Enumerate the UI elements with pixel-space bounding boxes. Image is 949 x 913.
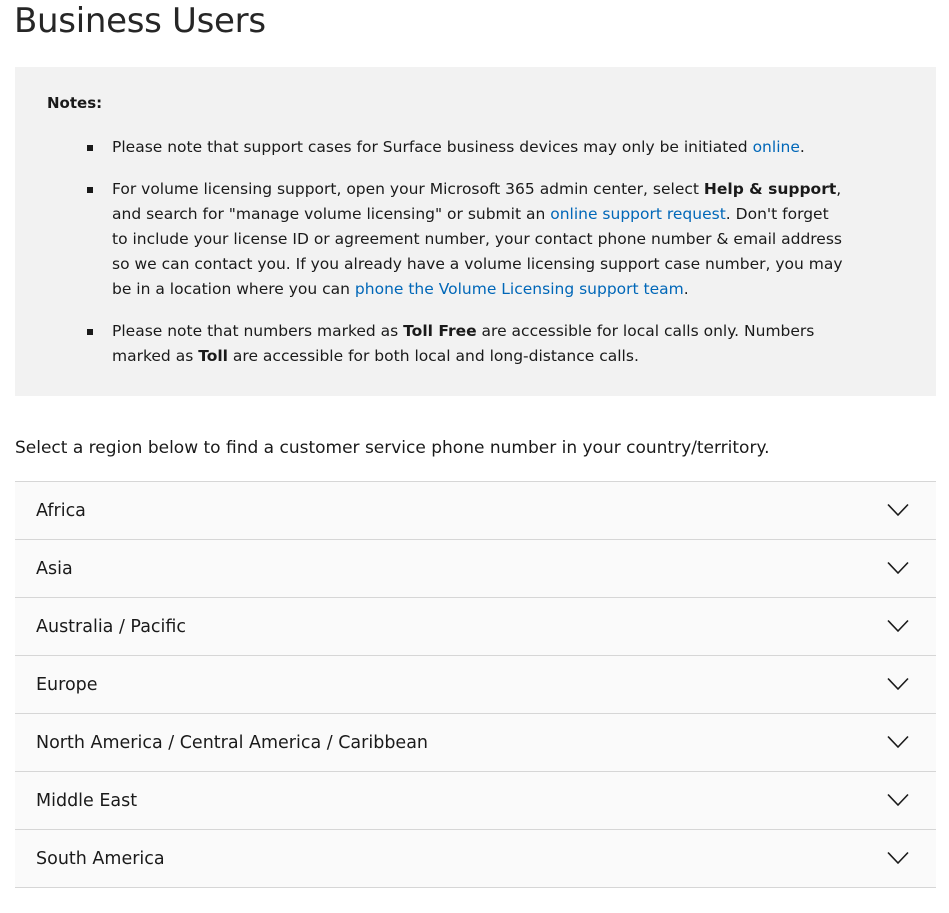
page-title: Business Users xyxy=(14,1,266,41)
chevron-down-icon xyxy=(887,503,909,517)
region-item-australia-pacific[interactable] xyxy=(15,598,936,656)
chevron-down-icon xyxy=(887,735,909,749)
notes-list xyxy=(47,135,847,386)
chevron-down-icon xyxy=(887,677,909,691)
note-item-volume-licensing xyxy=(47,177,847,302)
region-accordion xyxy=(15,481,936,888)
region-item-south-america[interactable] xyxy=(15,830,936,888)
note-text: are accessible for both local and long-distance calls. xyxy=(228,347,639,365)
region-label: Africa xyxy=(36,501,86,521)
chevron-down-icon xyxy=(887,619,909,633)
region-item-europe[interactable] xyxy=(15,656,936,714)
region-label: Australia / Pacific xyxy=(36,617,187,637)
note-text: . Don't forget to include your license ID or agreement number, your contact phone number & email address so we can contact you. If you already have a volume licensing support case number, you may be in a location where you can xyxy=(112,205,843,298)
toll-label: Toll xyxy=(198,347,228,365)
square-bullet-icon xyxy=(87,145,93,151)
note-item-toll xyxy=(47,319,847,369)
note-text: . xyxy=(683,280,689,298)
region-label: Asia xyxy=(36,559,73,579)
chevron-down-icon xyxy=(887,561,909,575)
region-intro-text: Select a region below to find a customer service phone number in your country/territory. xyxy=(15,438,770,458)
notes-box xyxy=(15,67,936,396)
region-item-asia[interactable] xyxy=(15,540,936,598)
region-label: North America / Central America / Caribbean xyxy=(36,733,429,753)
chevron-down-icon xyxy=(887,851,909,865)
note-text: , and search for "manage volume licensing" or submit an xyxy=(112,180,842,223)
square-bullet-icon xyxy=(87,187,93,193)
help-support-label: Help & support xyxy=(703,180,837,198)
note-text: For volume licensing support, open your Microsoft 365 admin center, select xyxy=(112,180,704,198)
note-text: Please note that support cases for Surface business devices may only be initiated xyxy=(112,138,753,156)
note-item-surface xyxy=(47,135,847,160)
region-item-middle-east[interactable] xyxy=(15,772,936,830)
notes-title: Notes: xyxy=(47,94,103,112)
note-text: are accessible for local calls only. Numbers marked as xyxy=(112,322,815,365)
phone-volume-licensing-link[interactable]: phone the Volume Licensing support team xyxy=(354,280,684,298)
region-item-north-america[interactable] xyxy=(15,714,936,772)
square-bullet-icon xyxy=(87,329,93,335)
note-text: . xyxy=(799,138,805,156)
region-label: Europe xyxy=(36,675,98,695)
region-label: Middle East xyxy=(36,791,138,811)
note-text: Please note that numbers marked as xyxy=(112,322,404,340)
toll-free-label: Toll Free xyxy=(403,322,477,340)
region-label: South America xyxy=(36,849,165,869)
region-item-africa[interactable] xyxy=(15,482,936,540)
online-support-request-link[interactable]: online support request xyxy=(550,205,726,223)
online-link[interactable]: online xyxy=(752,138,800,156)
chevron-down-icon xyxy=(887,793,909,807)
